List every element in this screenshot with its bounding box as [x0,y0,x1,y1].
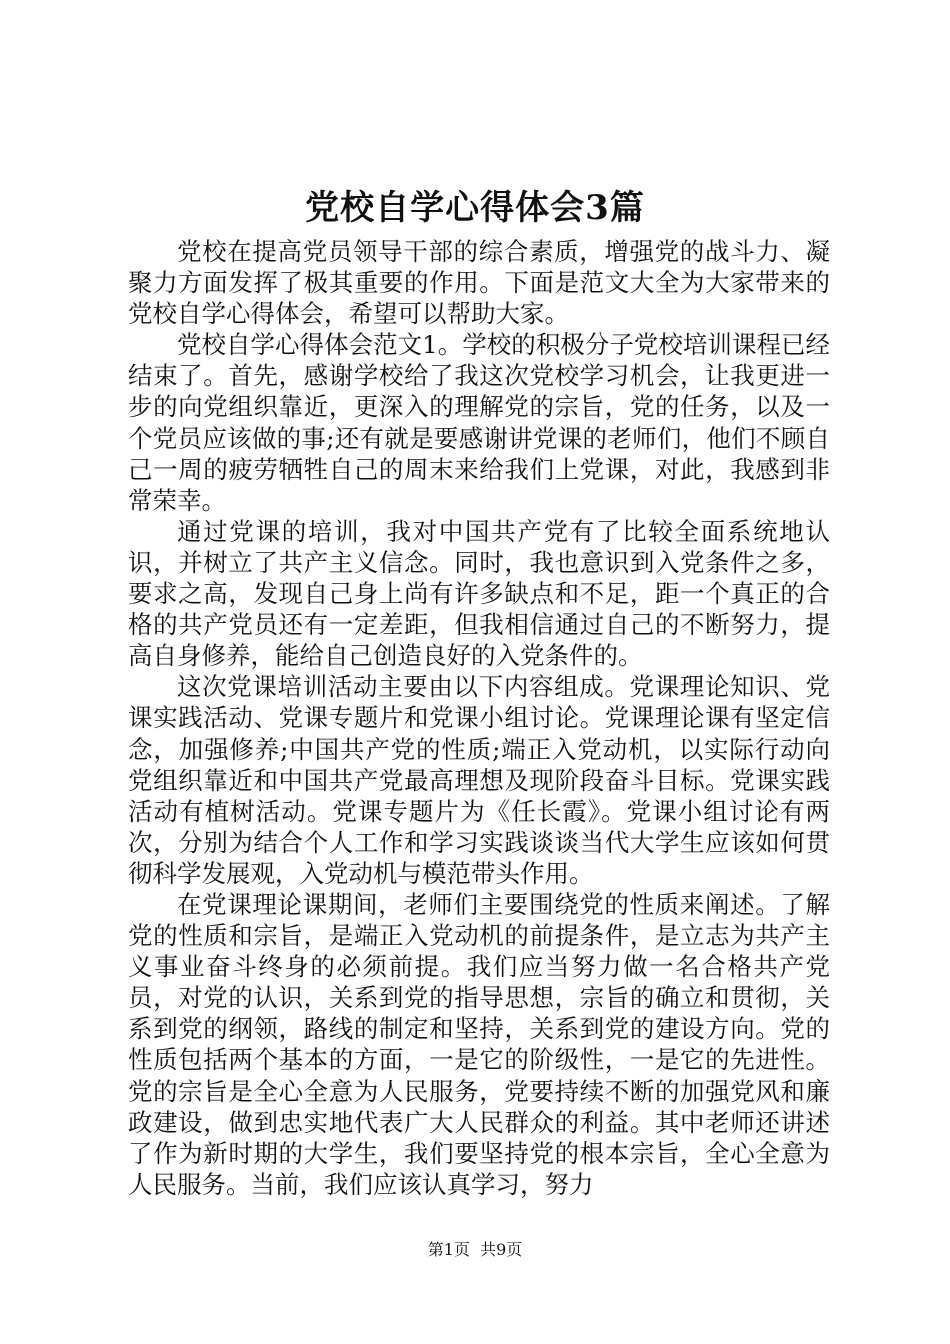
paragraph-intro: 党校在提高党员领导干部的综合素质，增强党的战斗力、凝聚力方面发挥了极其重要的作用。下面是范文大全为大家带来的党校自学心得体会，希望可以帮助大家。 [128,237,830,329]
page-title: 党校自学心得体会3篇 [305,188,645,228]
document-body [128,236,830,1200]
paragraph-training: 通过党课的培训，我对中国共产党有了比较全面系统地认识，并树立了共产主义信念。同时，我也意识到入党条件之多，要求之高，发现自己身上尚有许多缺点和不足，距一个真正的合格的共产党员还有一定差距，但我相信通过自己的不断努力，提高自身修养，能给自己创造良好的入党条件的。 [128,516,830,671]
page-number: 第1页 共9页 [427,1240,523,1259]
paragraph-sample-1: 党校自学心得体会范文1。学校的积极分子党校培训课程已经结束了。首先，感谢学校给了我这次党校学习机会，让我更进一步的向党组织靠近，更深入的理解党的宗旨，党的任务，以及一个党员应该做的事;还有就是要感谢讲党课的老师们，他们不顾自己一周的疲劳牺牲自己的周末来给我们上党课，对此，我感到非常荣幸。 [128,330,830,515]
paragraph-activities: 这次党课培训活动主要由以下内容组成。党课理论知识、党课实践活动、党课专题片和党课小组讨论。党课理论课有坚定信念，加强修养;中国共产党的性质;端正入党动机，以实际行动向党组织靠近和中国共产党最高理想及现阶段奋斗目标。党课实践活动有植树活动。党课专题片为《任长霞》。党课小组讨论有两次，分别为结合个人工作和学习实践谈谈当代大学生应该如何贯彻科学发展观，入党动机与模范带头作用。 [128,672,830,888]
paragraph-theory: 在党课理论课期间，老师们主要围绕党的性质来阐述。了解党的性质和宗旨，是端正入党动机的前提条件，是立志为共产主义事业奋斗终身的必须前提。我们应当努力做一名合格共产党员，对党的认识，关系到党的指导思想，宗旨的确立和贯彻，关系到党的纲领，路线的制定和坚持，关系到党的建设方向。党的性质包括两个基本的方面，一是它的阶级性，一是它的先进性。党的宗旨是全心全意为人民服务，党要持续不断的加强党风和廉政建设，做到忠实地代表广大人民群众的利益。其中老师还讲述了作为新时期的大学生，我们要坚持党的根本宗旨，全心全意为人民服务。当前，我们应该认真学习，努力 [128,889,830,1199]
page-footer [0,1239,950,1261]
